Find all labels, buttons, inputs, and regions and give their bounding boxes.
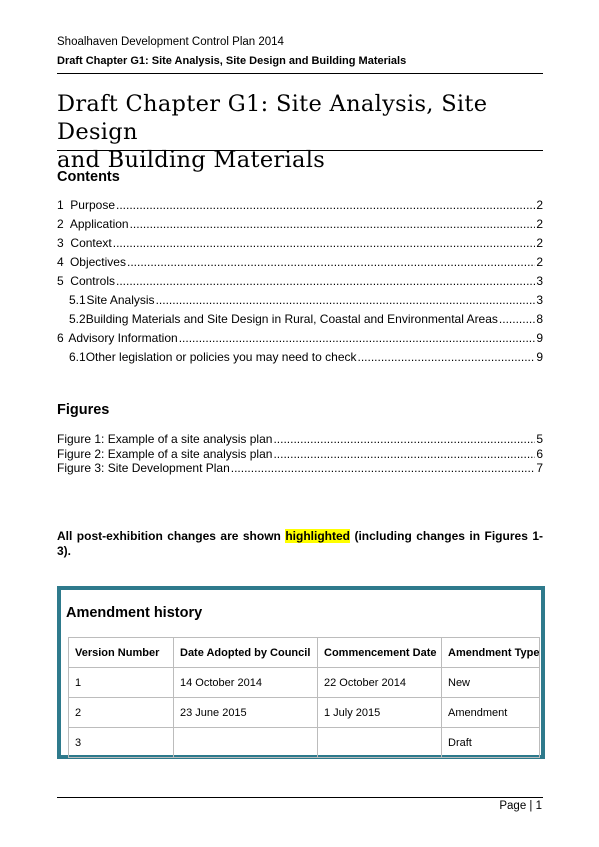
toc-entry-title: Advisory Information [68,331,178,345]
note-text: All post-exhibition changes are shown [57,529,286,543]
figure-entry[interactable] [57,432,543,447]
changes-note [57,529,543,559]
toc-entry-title: Other legislation or policies you may need to check [85,350,357,364]
running-header-plan: Shoalhaven Development Control Plan 2014 [57,36,284,48]
toc-entry[interactable] [57,350,543,369]
toc-entry-page: 8 [536,312,543,326]
toc-entry-number: 4 [57,255,64,269]
toc-entry-title: Application [69,217,129,231]
amendment-table [68,637,540,758]
toc-entry[interactable] [57,217,543,236]
figure-entry[interactable] [57,461,543,476]
toc-entry-number: 1 [57,198,64,212]
table-cell: 1 July 2015 [318,698,442,728]
chapter-title-line-1: Draft Chapter G1: Site Analysis, Site Design [57,91,488,145]
toc-entry-page: 2 [536,255,543,269]
toc-entry[interactable] [57,293,543,312]
toc-entry-title: Site Analysis [86,293,155,307]
table-cell: Amendment [442,698,540,728]
toc-entry-title: Building Materials and Site Design in Rural, Coastal and Environmental Areas [85,312,498,326]
column-header: Commencement Date [318,638,442,668]
title-rule [57,150,543,151]
table-cell: Draft [442,728,540,758]
figure-entry-page: 6 [536,446,543,461]
toc-entry-page: 3 [536,293,543,307]
toc-entry[interactable] [57,312,543,331]
chapter-title [57,90,543,174]
highlighted-word: highlighted [285,529,350,543]
amendment-history-box [57,586,545,759]
table-header-row [69,638,540,668]
table-cell: 23 June 2015 [174,698,318,728]
table-cell: 1 [69,668,174,698]
toc-entry[interactable] [57,236,543,255]
toc-entry[interactable] [57,274,543,293]
figure-entry-title: Figure 2: Example of a site analysis plan [57,446,273,461]
figures-heading: Figures [57,402,110,418]
table-cell: 2 [69,698,174,728]
toc-entry-title: Purpose [70,198,115,212]
toc-leader-dots [499,312,535,326]
toc-leader-dots [156,293,536,307]
toc-leader-dots [179,331,536,345]
toc-entry-number: 5.2 [69,312,86,326]
figure-entry[interactable] [57,447,543,462]
table-row [69,698,540,728]
toc-entry[interactable] [57,255,543,274]
column-header: Version Number [69,638,174,668]
figure-leader-dots [273,432,535,446]
table-cell [174,728,318,758]
toc-leader-dots [116,274,535,288]
toc-entry-page: 9 [536,331,543,345]
figure-leader-dots [231,461,536,475]
table-cell: 22 October 2014 [318,668,442,698]
figure-entry-page: 7 [536,461,543,475]
table-cell: 14 October 2014 [174,668,318,698]
toc-entry-page: 9 [536,350,543,364]
chapter-title-line-2: and Building Materials [57,147,326,173]
contents-heading: Contents [57,169,120,185]
running-header-chapter: Draft Chapter G1: Site Analysis, Site Design and Building Materials [57,55,407,67]
table-cell: 3 [69,728,174,758]
toc-entry-title: Objectives [69,255,126,269]
toc-entry[interactable] [57,198,543,217]
toc-entry-title: Context [70,236,112,250]
figure-leader-dots [273,447,535,461]
toc-entry-number: 6.1 [69,350,86,364]
page-number: Page | 1 [499,800,542,812]
toc-leader-dots [127,255,535,269]
table-cell [318,728,442,758]
column-header: Amendment Type [442,638,540,668]
toc-entry-page: 3 [536,274,543,288]
toc-entry-number: 5.1 [69,293,86,307]
figure-entry-title: Figure 1: Example of a site analysis plan [57,432,273,446]
toc-entry-number: 3 [57,236,64,250]
list-of-figures [57,432,543,476]
toc-entry-number: 2 [57,217,64,231]
figure-entry-page: 5 [536,432,543,446]
table-cell: New [442,668,540,698]
toc-entry-number: 5 [57,274,64,288]
column-header: Date Adopted by Council [174,638,318,668]
header-rule [57,73,543,74]
toc-leader-dots [113,236,536,250]
toc-entry-page: 2 [536,236,543,250]
toc-entry-number: 6 [57,331,64,345]
toc-entry-title: Controls [70,274,115,288]
toc-leader-dots [130,217,536,231]
toc-leader-dots [116,198,535,212]
toc-entry-page: 2 [536,198,543,212]
toc-leader-dots [358,350,536,364]
table-of-contents [57,198,543,369]
figure-entry-title: Figure 3: Site Development Plan [57,461,230,475]
table-row [69,728,540,758]
note-text-end: (including changes in Figures 1-3). [57,529,543,558]
footer-rule [57,797,543,798]
amendment-history-title: Amendment history [66,605,203,621]
table-row [69,668,540,698]
toc-entry[interactable] [57,331,543,350]
toc-entry-page: 2 [536,217,543,231]
